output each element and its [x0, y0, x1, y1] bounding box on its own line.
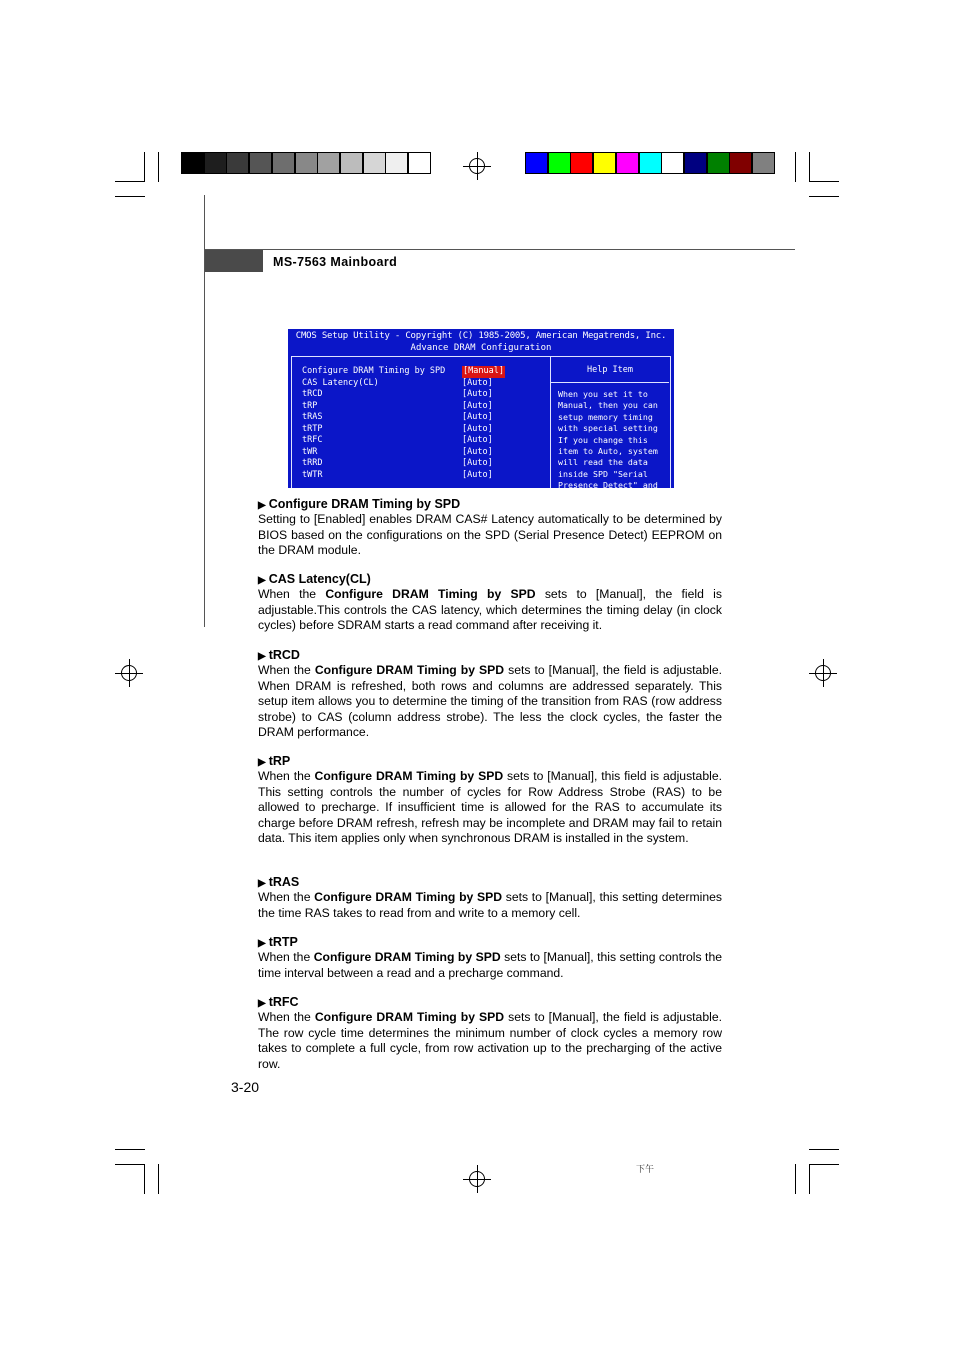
bios-item-value[interactable]: [Manual] — [463, 366, 504, 376]
section — [258, 995, 722, 1072]
bios-item-label[interactable]: tRAS — [302, 412, 323, 422]
bios-item-label[interactable]: tRTP — [302, 423, 323, 434]
gray-swatch — [340, 152, 363, 174]
section-body-text: sets to [Manual], this field is adjustable. This setting controls the number of cycles for Row Address Strobe (RAS) to be allowed to precharge. If insufficient time is allowed for the RAS to accumulate its charge before DRAM refresh, refresh may be incomplete and DRAM may fail to retain data. This item applies only when synchronous DRAM is installed in the system. — [258, 769, 722, 845]
section-heading — [258, 754, 722, 769]
bios-item-label[interactable]: tRFC — [302, 435, 323, 445]
bios-help-line: will read the data — [558, 457, 648, 468]
section-body-pre: When the — [258, 1010, 315, 1024]
section-heading-text: tRFC — [268, 995, 299, 1009]
registration-mark-left — [115, 659, 143, 687]
color-swatch — [752, 152, 775, 174]
color-swatch — [593, 152, 616, 174]
section — [258, 572, 722, 634]
bios-item-label[interactable]: tRP — [302, 400, 318, 411]
gray-swatch — [204, 152, 227, 174]
section-body-text: sets to [Manual], the field is adjustable. The row cycle time determines the minimum number of clock cycles a memory row takes to complete a full cycle, from row activation up to the precharging of the active row. — [258, 1010, 722, 1071]
triangle-bullet-icon: ▶ — [258, 500, 266, 511]
bios-help-line: Presence Detect" and — [558, 480, 658, 488]
color-swatch — [616, 152, 639, 174]
bios-help-divider — [551, 382, 669, 383]
color-swatch — [729, 152, 752, 174]
section-body-bold: Configure DRAM Timing by SPD — [325, 587, 536, 601]
section-heading-text: tRCD — [268, 648, 300, 662]
page-number: 3-20 — [231, 1079, 260, 1095]
color-swatch — [570, 152, 593, 174]
gray-swatch — [385, 152, 408, 174]
section-heading-text: CAS Latency(CL) — [268, 572, 371, 586]
triangle-bullet-icon: ▶ — [258, 651, 266, 662]
section-body-text: Setting to [Enabled] enables DRAM CAS# Latency automatically to be determined by BIOS based on the configurations on the SPD (Serial Presence Detect) EEPROM on the DRAM module. — [258, 512, 722, 557]
bios-title: CMOS Setup Utility - Copyright (C) 1985-2005, American Megatrends, Inc. — [295, 331, 667, 341]
bios-item-value[interactable]: [Auto] — [462, 412, 493, 422]
triangle-bullet-icon: ▶ — [258, 998, 266, 1009]
bios-help-line: with special setting — [558, 423, 658, 434]
gray-swatch — [181, 152, 204, 174]
section-body-text: sets to [Manual], the field is adjustable. When DRAM is refreshed, both rows and columns are addressed separately. This setup item allows you to determine the timing of the transition from RAS (row address strobe) to CAS (column address strobe). The less the clock cycles, the faster the DRAM performance. — [258, 663, 722, 739]
bios-item-value[interactable]: [Auto] — [462, 469, 493, 480]
triangle-bullet-icon: ▶ — [258, 938, 266, 949]
bios-item-label[interactable]: Configure DRAM Timing by SPD — [302, 366, 446, 376]
section-body-pre: When the — [258, 769, 315, 783]
triangle-bullet-icon: ▶ — [258, 575, 266, 586]
color-swatch — [639, 152, 662, 174]
color-swatch — [525, 152, 548, 174]
gray-swatch — [226, 152, 249, 174]
section-body — [258, 663, 722, 741]
bios-help-line: inside SPD "Serial — [558, 468, 648, 479]
color-swatch — [707, 152, 730, 174]
bios-item-label[interactable]: tWTR — [302, 469, 323, 480]
color-swatch — [661, 152, 684, 174]
section-body — [258, 512, 722, 559]
gray-swatch — [295, 152, 318, 174]
section-body-bold: Configure DRAM Timing by SPD — [314, 890, 503, 904]
section-heading — [258, 648, 722, 663]
gray-swatch — [272, 152, 295, 174]
section — [258, 497, 722, 559]
bios-divider — [550, 356, 551, 488]
section-body-pre: When the — [258, 587, 326, 601]
header-rule — [205, 249, 795, 250]
bios-item-value[interactable]: [Auto] — [462, 423, 493, 434]
section-body-pre: When the — [258, 663, 315, 677]
bios-help-title: Help Item — [586, 365, 634, 375]
header-title: MS-7563 Mainboard — [273, 255, 398, 269]
bios-item-label[interactable]: tRRD — [302, 458, 323, 468]
section-heading-text: tRAS — [268, 875, 300, 889]
bios-item-label[interactable]: tRCD — [302, 389, 323, 399]
section-heading — [258, 995, 722, 1010]
section-body — [258, 587, 722, 634]
triangle-bullet-icon: ▶ — [258, 878, 266, 889]
registration-mark-right — [809, 659, 837, 687]
section-heading — [258, 572, 722, 587]
section-heading-text: tRP — [268, 754, 291, 768]
corner-mark: 下午 — [636, 1164, 655, 1174]
registration-mark-top — [463, 152, 491, 180]
section-heading — [258, 497, 722, 512]
section-heading-text: tRTP — [268, 935, 298, 949]
bios-item-value[interactable]: [Auto] — [462, 446, 493, 457]
section — [258, 875, 722, 921]
section-body — [258, 890, 722, 921]
bios-item-label[interactable]: CAS Latency(CL) — [302, 377, 379, 388]
section-body-bold: Configure DRAM Timing by SPD — [313, 950, 501, 964]
gray-swatch — [408, 152, 431, 174]
section-heading-text: Configure DRAM Timing by SPD — [268, 497, 461, 511]
section-body — [258, 950, 722, 981]
bios-help-line: When you set it to — [558, 389, 648, 399]
registration-mark-bottom — [463, 1165, 491, 1193]
triangle-bullet-icon: ▶ — [258, 757, 266, 768]
section — [258, 754, 722, 847]
header-tab-block — [205, 250, 263, 272]
bios-subtitle: Advance DRAM Configuration — [410, 343, 552, 353]
bios-help-line: Manual, then you can — [558, 400, 658, 411]
section-body-text: sets to [Manual], this setting controls the time interval between a read and a precharge command. — [258, 950, 722, 980]
section-body — [258, 1010, 722, 1072]
section-body-pre: When the — [258, 890, 315, 904]
section-body-bold: Configure DRAM Timing by SPD — [314, 663, 505, 677]
section — [258, 935, 722, 981]
section-heading — [258, 875, 722, 890]
gray-swatch — [249, 152, 272, 174]
section-body-text: sets to [Manual], the field is adjustable.This controls the CAS latency, which determines the timing delay (in clock cycles) before SDRAM starts a read command after receiving it. — [258, 587, 722, 632]
section-body — [258, 769, 722, 847]
bios-item-label[interactable]: tWR — [302, 446, 318, 457]
bios-item-value[interactable]: [Auto] — [462, 400, 493, 411]
section-body-bold: Configure DRAM Timing by SPD — [314, 1010, 505, 1024]
color-swatch — [548, 152, 571, 174]
gray-swatch — [317, 152, 340, 174]
gray-swatch — [363, 152, 386, 174]
bios-help-line: If you change this — [558, 434, 648, 445]
bios-help-line: item to Auto, system — [558, 446, 658, 456]
bios-item-value[interactable]: [Auto] — [462, 377, 493, 388]
section — [258, 648, 722, 741]
bios-item-value[interactable]: [Auto] — [462, 458, 493, 468]
bios-help-line: setup memory timing — [558, 411, 653, 422]
section-body-pre: When the — [258, 950, 314, 964]
left-margin-rule — [204, 195, 205, 627]
bios-item-value[interactable]: [Auto] — [462, 389, 493, 399]
section-body-text: sets to [Manual], this setting determines the time RAS takes to read from and write to a memory cell. — [258, 890, 722, 920]
bios-screenshot — [288, 329, 674, 488]
color-swatch — [684, 152, 707, 174]
section-body-bold: Configure DRAM Timing by SPD — [314, 769, 504, 783]
bios-item-value[interactable]: [Auto] — [462, 435, 493, 445]
section-heading — [258, 935, 722, 950]
